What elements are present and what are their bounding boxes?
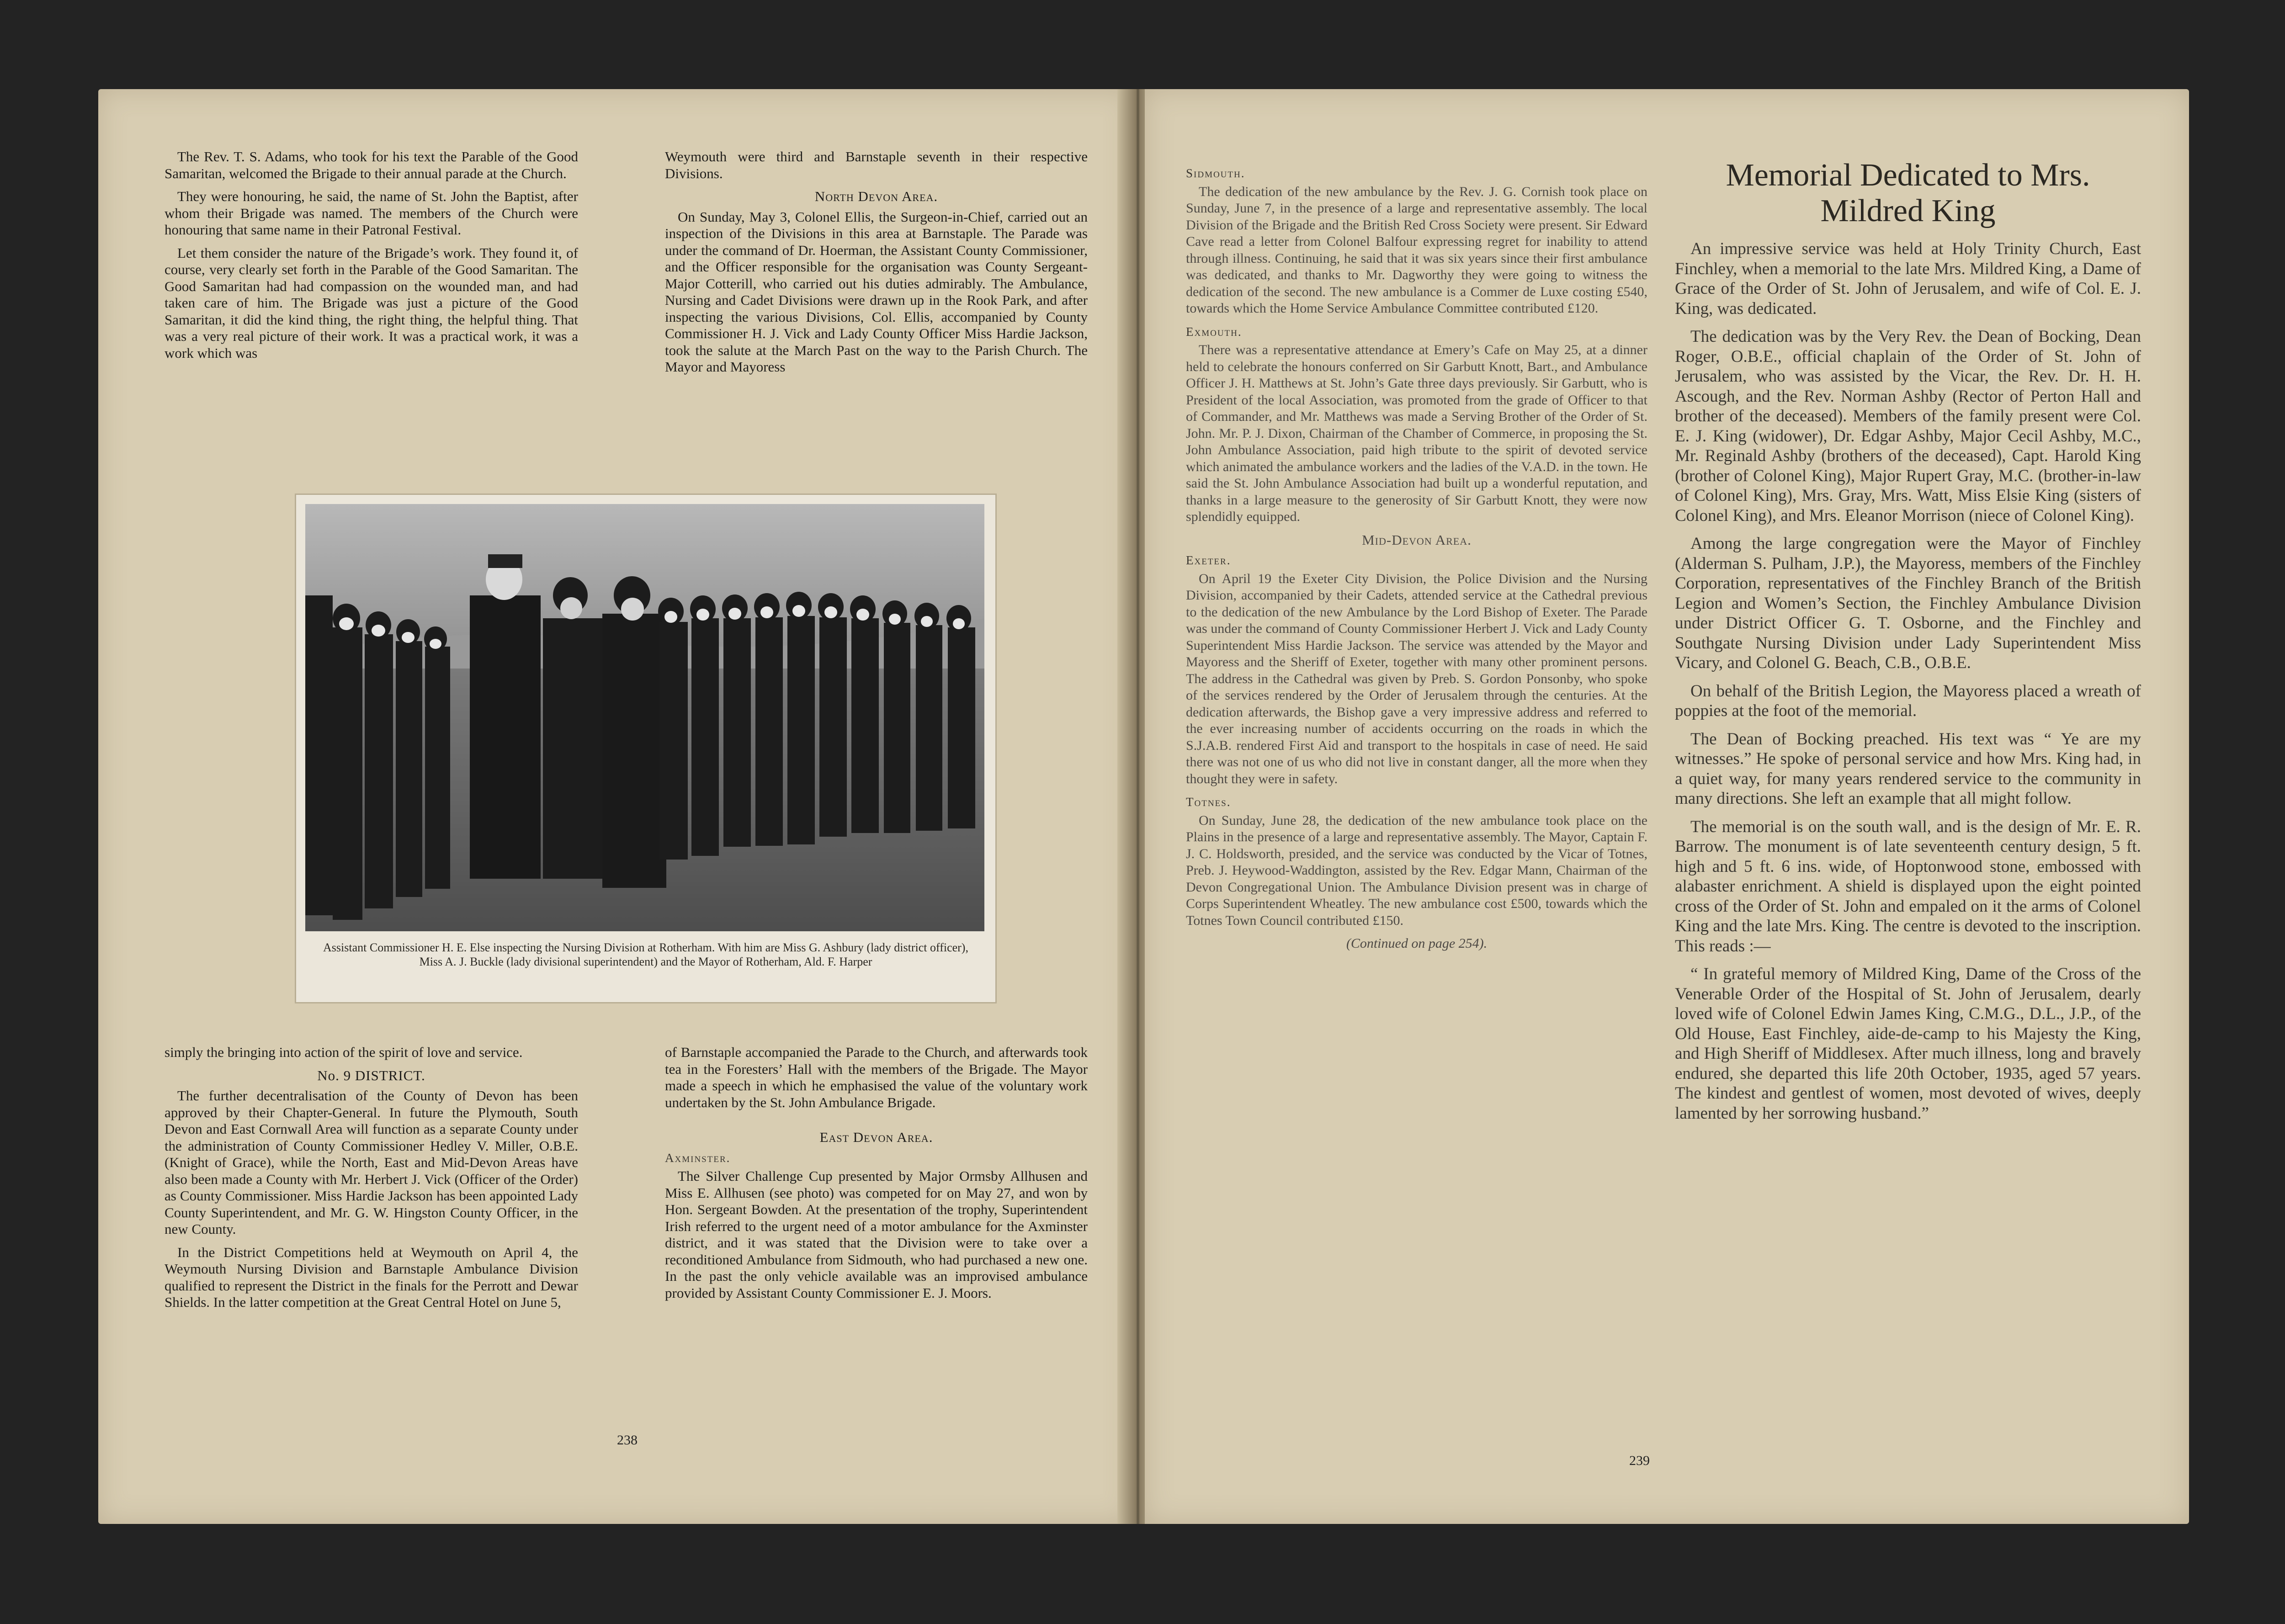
subsection-heading: Exeter. [1186, 553, 1231, 567]
left-col2-top [665, 149, 1088, 382]
paragraph: On April 19 the Exeter City Division, the Police Division and the Nursing Division, accompanied by their Cadets, attended service at the Cathedral previous to the dedication of the new Ambulance by the Lord Bishop of Exeter. The Parade was under the command of County Commissioner Herbert J. Vick and Lady County Superintendent Miss Hardie Jackson. The service was attended by the Mayor and Mayoress and the Sheriff of Exeter, together with many other prominent persons. The address in the Cathedral was given by Preb. S. Gordon Ponsonby, who spoke of the services rendered by the Order of Jerusalem through the centuries. At the dedication afterwards, the Bishop gave a very impressive address and referred to the ever increasing number of accidents occurring on the roads in which the S.J.A.B. rendered First Aid and transport to the hospitals in case of need. He said there was not one of us who did not live in constant danger, all the more when they thought they were in safety. [1186, 571, 1647, 786]
page-number: 239 [1629, 1453, 1650, 1468]
paragraph: The Dean of Bocking preached. His text was “ Ye are my witnesses.” He spoke of personal service and how Mrs. King had, in a quiet way, for many years rendered service to the community in many directions. She left an example that all might follow. [1675, 729, 2141, 808]
paragraph: The further decentralisation of the County of Devon has been approved by their Chapter-General. In future the Plymouth, South Devon and East Cornwall Area will function as a separate County under the administration of County Commissioner Hedley V. Miller, O.B.E. (Knight of Grace), while the North, East and Mid-Devon Areas have also been made a County with Mr. Herbert J. Vick (Officer of the Order) as County Commissioner. Miss Hardie Jackson has been appointed Lady County Superintendent, and Mr. G. W. Hingston County Officer, in the new County. [165, 1088, 578, 1237]
right-col1 [1186, 162, 1647, 959]
section-heading: East Devon Area. [819, 1129, 933, 1145]
subsection-heading: Totnes. [1186, 795, 1231, 809]
subsection-heading: Axminster. [665, 1151, 731, 1165]
inspection-photo [305, 504, 984, 931]
article-title: Memorial Dedicated to Mrs. Mildred King [1726, 158, 2090, 228]
subsection-heading: Exmouth. [1186, 324, 1242, 339]
left-col2-bottom [665, 1044, 1088, 1308]
left-col1-bottom [165, 1044, 578, 1317]
paragraph: There was a representative attendance at Emery’s Cafe on May 25, at a dinner held to celebrate the honours conferred on Sir Garbutt Knott, Bart., and Ambulance Officer J. H. Matthews at St. John’s Gate three days previously. Sir Garbutt, who is President of the local Association, was promoted from the grade of Officer to that of Commander, and Mr. Matthews was made a Serving Brother of the Order of St. John. Mr. P. J. Dixon, Chairman of the Chamber of Commerce, in proposing the St. John Ambulance Association, paid high tribute to the spirit of devoted service which animated the ambulance workers and the ladies of the V.A.D. in the town. He said the St. John Ambulance Association had built up a wonderful reputation, and thanks in a large measure to the generosity of Sir Garbutt Knott, they were now splendidly equipped. [1186, 342, 1647, 524]
section-heading: No. 9 DISTRICT. [317, 1067, 425, 1083]
continued-note: (Continued on page 254). [1346, 936, 1488, 951]
paragraph: The Rev. T. S. Adams, who took for his text the Parable of the Good Samaritan, welcomed the Brigade to their annual parade at the Church. [165, 149, 578, 181]
magazine-spread [98, 89, 2189, 1524]
page-number: 238 [617, 1433, 638, 1448]
paragraph: The dedication was by the Very Rev. the Dean of Bocking, Dean Roger, O.B.E., official chaplain of the Order of St. John of Jerusalem, who was assisted by the Vicar, the Rev. Dr. H. H. Ascough, and the Rev. Norman Ashby (Rector of Perton Hall and brother of the deceased). Members of the family present were Col. E. J. King (widower), Dr. Edgar Ashby, Major Cecil Ashby, M.C., Mr. Reginald Ashby (brothers of the deceased), Capt. Harold King (brother of Colonel King), Major Rupert Gray, M.C. (brother-in-law of Colonel King), Mrs. Gray, Mrs. Watt, Miss Elsie King (sisters of Colonel King), and Mrs. Eleanor Morrison (niece of Colonel King). [1675, 327, 2141, 525]
paragraph: The Silver Challenge Cup presented by Major Ormsby Allhusen and Miss E. Allhusen (see photo) was competed for on May 27, and won by Hon. Sergeant Bowden. At the presentation of the trophy, Superintendent Irish referred to the urgent need of a motor ambulance for the Axminster district, and it was stated that the Division were to take over a reconditioned Ambulance from Sidmouth, who had purchased a new one. In the past the only vehicle available was an improvised ambulance provided by Assistant County Commissioner E. J. Moors. [665, 1168, 1088, 1301]
section-heading: North Devon Area. [814, 188, 938, 204]
paragraph: An impressive service was held at Holy Trinity Church, East Finchley, when a memorial to the late Mrs. Mildred King, a Dame of Grace of the Order of St. John of Jerusalem, and wife of Col. E. J. King, was dedicated. [1675, 239, 2141, 318]
right-col2 [1675, 158, 2141, 1131]
paragraph: They were honouring, he said, the name of St. John the Baptist, after whom their Brigade was named. The members of the Church were honouring that same name in their Patronal Festival. [165, 188, 578, 238]
photo-frame [295, 494, 997, 1003]
left-col1-top [165, 149, 578, 368]
paragraph: Weymouth were third and Barnstaple seventh in their respective Divisions. [665, 149, 1088, 181]
left-page [98, 89, 1131, 1524]
paragraph: of Barnstaple accompanied the Parade to the Church, and afterwards took tea in the Foresters’ Hall with the members of the Brigade. The Mayor made a speech in which he emphasised the value of the voluntary work undertaken by the St. John Ambulance Brigade. [665, 1044, 1088, 1110]
paragraph: “ In grateful memory of Mildred King, Dame of the Cross of the Venerable Order of the Hospital of St. John of Jerusalem, dearly loved wife of Colonel Edwin James King, C.M.G., D.L., J.P., of the Old House, East Finchley, aide-de-camp to his Majesty the King, and High Sheriff of Middlesex. After much illness, long and bravely endured, she departed this life 20th October, 1935, aged 57 years. The kindest and gentlest of women, most devoted of wives, deeply lamented by her sorrowing husband.” [1675, 965, 2141, 1123]
paragraph: The dedication of the new ambulance by the Rev. J. G. Cornish took place on Sunday, June 7, in the presence of a large and representative assembly. The local Division of the Brigade and the British Red Cross Society were present. Sir Edward Cave read a letter from Colonel Balfour expressing regret for inability to attend through illness. Continuing, he said that it was six years since their first ambulance was dedicated, and thanks to Mr. Dagworthy they were going to witness the dedication of the second. The new ambulance is a Commer de Luxe costing £540, towards which the Home Service Ambulance Committee contributed £120. [1186, 184, 1647, 316]
paragraph: On Sunday, June 28, the dedication of the new ambulance took place on the Plains in the presence of a large and representative assembly. The Mayor, Captain F. J. C. Holdsworth, presided, and the service was conducted by the Vicar of Totnes, Preb. J. Heywood-Waddington, assisted by the Rev. Edgar Mann, Chairman of the Devon Congregational Union. The Ambulance Division present was in charge of Corps Superintendent Wheatley. The new ambulance cost £500, towards which the Totnes Town Council contributed £150. [1186, 812, 1647, 928]
paragraph: simply the bringing into action of the spirit of love and service. [165, 1044, 523, 1060]
paragraph: Among the large congregation were the Mayor of Finchley (Alderman S. Pulham, J.P.), the Mayoress, members of the Finchley Corporation, representatives of the Finchley Branch of the British Legion and Women’s Section, the Finchley Ambulance Division under District Officer G. T. Osborne, and the Finchley and Southgate Nursing Division under Lady Superintendent Miss Vicary, and Colonel G. Beach, C.B., O.B.E. [1675, 534, 2141, 672]
paragraph: On behalf of the British Legion, the Mayoress placed a wreath of poppies at the foot of the memorial. [1675, 681, 2141, 720]
inspection-photo-illustration [305, 504, 984, 931]
paragraph: The memorial is on the south wall, and is the design of Mr. E. R. Barrow. The monument is of late seventeenth century design, 5 ft. high and 5 ft. 6 ins. wide, of Hoptonwood stone, embossed with alabaster enrichment. A shield is displayed upon the eight pointed cross of the Order of St. John and empaled on it the arms of Colonel King and the late Mrs. King. The centre is devoted to the inscription. This reads :— [1675, 817, 2141, 955]
paragraph: Let them consider the nature of the Brigade’s work. They found it, of course, very clearly set forth in the Parable of the Good Samaritan. The Good Samaritan had had compassion on the wounded man, and had taken care of him. The Brigade was just a picture of the Good Samaritan, it did the kind thing, the right thing, the helpful thing. That was a very real picture of their work. It was a practical work, it was a work which was [165, 244, 578, 361]
paragraph: On Sunday, May 3, Colonel Ellis, the Surgeon-in-Chief, carried out an inspection of the Divisions in this area at Barnstaple. The Parade was under the command of Dr. Hoerman, the Assistant County Commissioner, and the Officer responsible for the organisation was County Sergeant-Major Cotterill, who carried out his duties admirably. The Ambulance, Nursing and Cadet Divisions were drawn up in the Rook Park, and after inspecting the various Divisions, Col. Ellis, accompanied by County Commissioner H. J. Vick and Lady County Officer Miss Hardie Jackson, took the salute at the March Past on the way to the Parish Church. The Mayor and Mayoress [665, 208, 1088, 375]
subsection-heading: Sidmouth. [1186, 166, 1245, 180]
photo-caption: Assistant Commissioner H. E. Else inspecting the Nursing Division at Rotherham. With him are Miss G. Ashbury (lady district officer), Miss A. J. Buckle (lady divisional superintendent) and the Mayor of Rotherham, Ald. F. Harper [323, 941, 968, 968]
right-page [1145, 89, 2189, 1524]
section-heading: Mid-Devon Area. [1362, 531, 1472, 548]
paragraph: In the District Competitions held at Weymouth on April 4, the Weymouth Nursing Division and Barnstaple Ambulance Division qualified to represent the District in the finals for the Perrott and Dewar Shields. In the latter competition at the Great Central Hotel on June 5, [165, 1244, 578, 1310]
